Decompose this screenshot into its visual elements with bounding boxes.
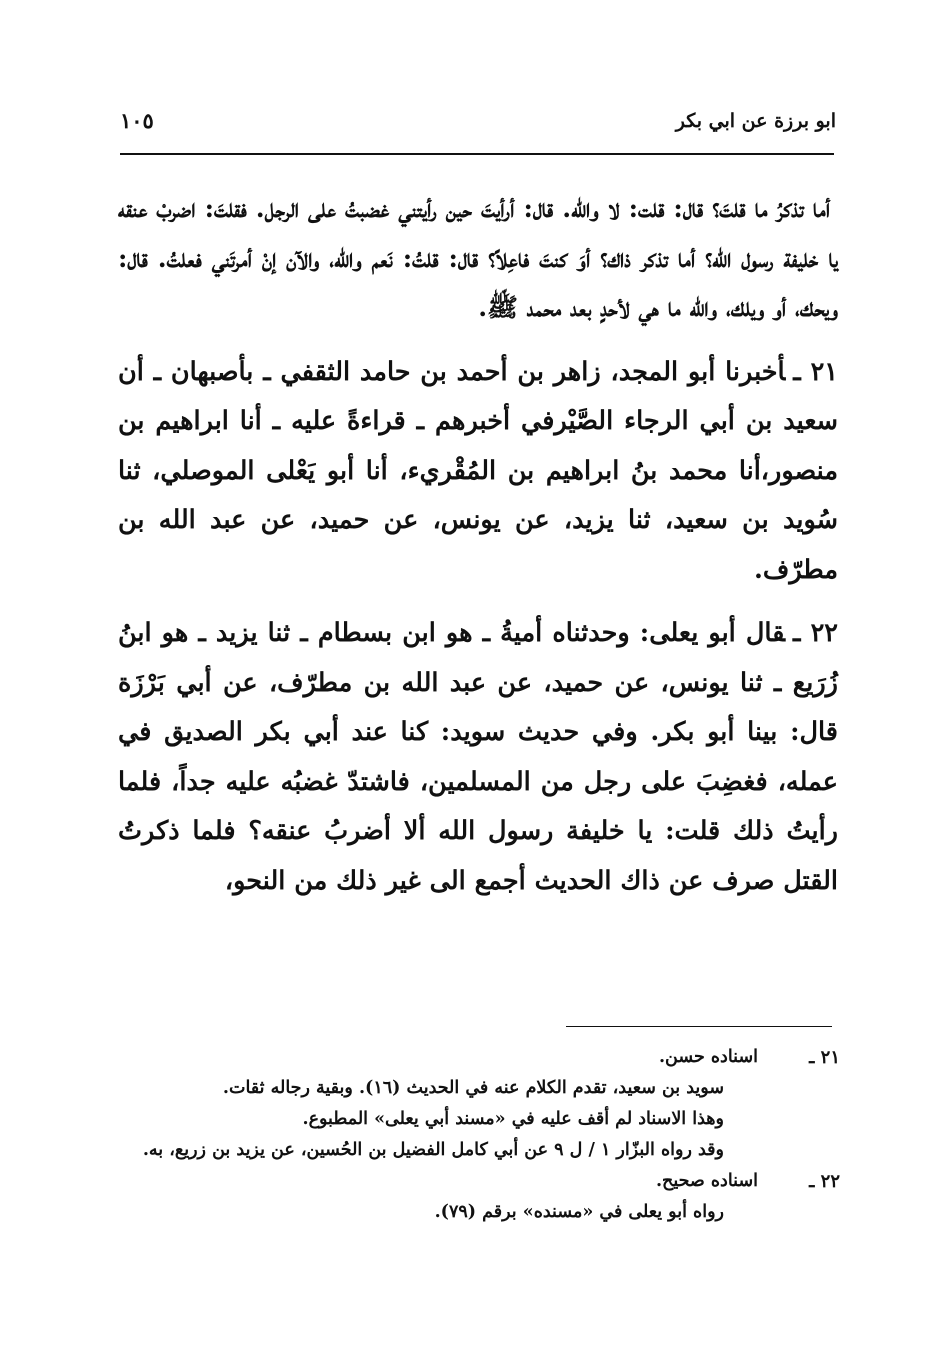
footnotes: [118, 1042, 840, 1228]
main-text: [118, 185, 838, 920]
footnote-number: ٢٢ ـ: [809, 1171, 840, 1192]
footnote-line: سويد بن سعيد، تقدم الكلام عنه في الحديث (١٦). وبقية رجاله ثقات.: [222, 1078, 724, 1098]
paragraph-number: ٢١ ـ: [793, 356, 838, 387]
footnote-rule: [566, 1026, 832, 1027]
paragraph-number: ٢٢ ـ: [793, 618, 838, 648]
footnote-line: اسناده صحيح.: [655, 1171, 758, 1191]
footnote-line: رواه أبو يعلى في «مسنده» برقم (٧٩).: [434, 1202, 724, 1222]
footnote-line: اسناده حسن.: [658, 1047, 758, 1067]
paragraph-hadith-22: [118, 609, 838, 906]
footnote-line: وهذا الاسناد لم أقف عليه في «مسند أبي يعلى» المطبوع.: [302, 1109, 724, 1129]
footnote-line: وقد رواه البزّار ١ / ل ٩ عن أبي كامل الفضيل بن الحُسين، عن يزيد بن زريع، به.: [142, 1140, 724, 1160]
running-title: ابو برزة عن ابي بكر: [675, 110, 836, 132]
paragraph-text: أما تذكرُ ما قلتَ؟ قال: قلت: لا والله. قال: أرأيتَ حين رأيتني غضبتُ على الرجل. فقلتَ: اضربْ عنقه يا خليفة رسول الله؟ أما تذكر ذاك؟ أوَ كنتَ فاعِلاً؟ قال: قلتُ: نَعم والله، والآن إنْ أمرتَني فعلتُ. قال: ويحك، أو ويلك، والله ما هي لأحدٍ بعد محمد ﷺ.: [118, 194, 838, 323]
paragraph-hadith-21: [118, 348, 838, 596]
page-number: ١٠٥: [120, 108, 154, 133]
footnote-number: ٢١ ـ: [809, 1047, 840, 1068]
header-rule: [120, 153, 834, 155]
page-header: [120, 104, 836, 140]
footnote-21: [118, 1042, 840, 1166]
paragraph-continuation: [118, 185, 838, 334]
paragraph-text: قال أبو يعلى: وحدثناه أميةُ ـ هو ابن بسطام ـ ثنا يزيد ـ هو ابنُ زُرَيع ـ ثنا يونس، عن حميد، عن عبد الله بن مطرّف، عن أبي بَرْزَة قال: بينا أبو بكر. وفي حديث سويد: كنا عند أبي بكر الصديق في عمله، فغضِبَ على رجل من المسلمين، فاشتدّ غضبُه عليه جداً، فلما رأيتُ ذلك قلت: يا خليفة رسول الله ألا أضربُ عنقه؟ فلما ذكرتُ القتل صرف عن ذاك الحديث أجمع الى غير ذلك من النحو،: [118, 618, 838, 896]
paragraph-text: أخبرنا أبو المجد، زاهر بن أحمد بن حامد الثقفي ـ بأصبهان ـ أن سعيد بن أبي الرجاء الصَّيْرفي أخبرهم ـ قراءةً عليه ـ أنا ابراهيم بن منصور،أنا محمد بنُ ابراهيم بن المُقْريء، أنا أبو يَعْلى الموصلي، ثنا سُويد بن سعيد، ثنا يزيد، عن يونس، عن حميد، عن عبد الله بن مطرّف.: [118, 356, 838, 585]
footnote-22: [118, 1166, 840, 1228]
